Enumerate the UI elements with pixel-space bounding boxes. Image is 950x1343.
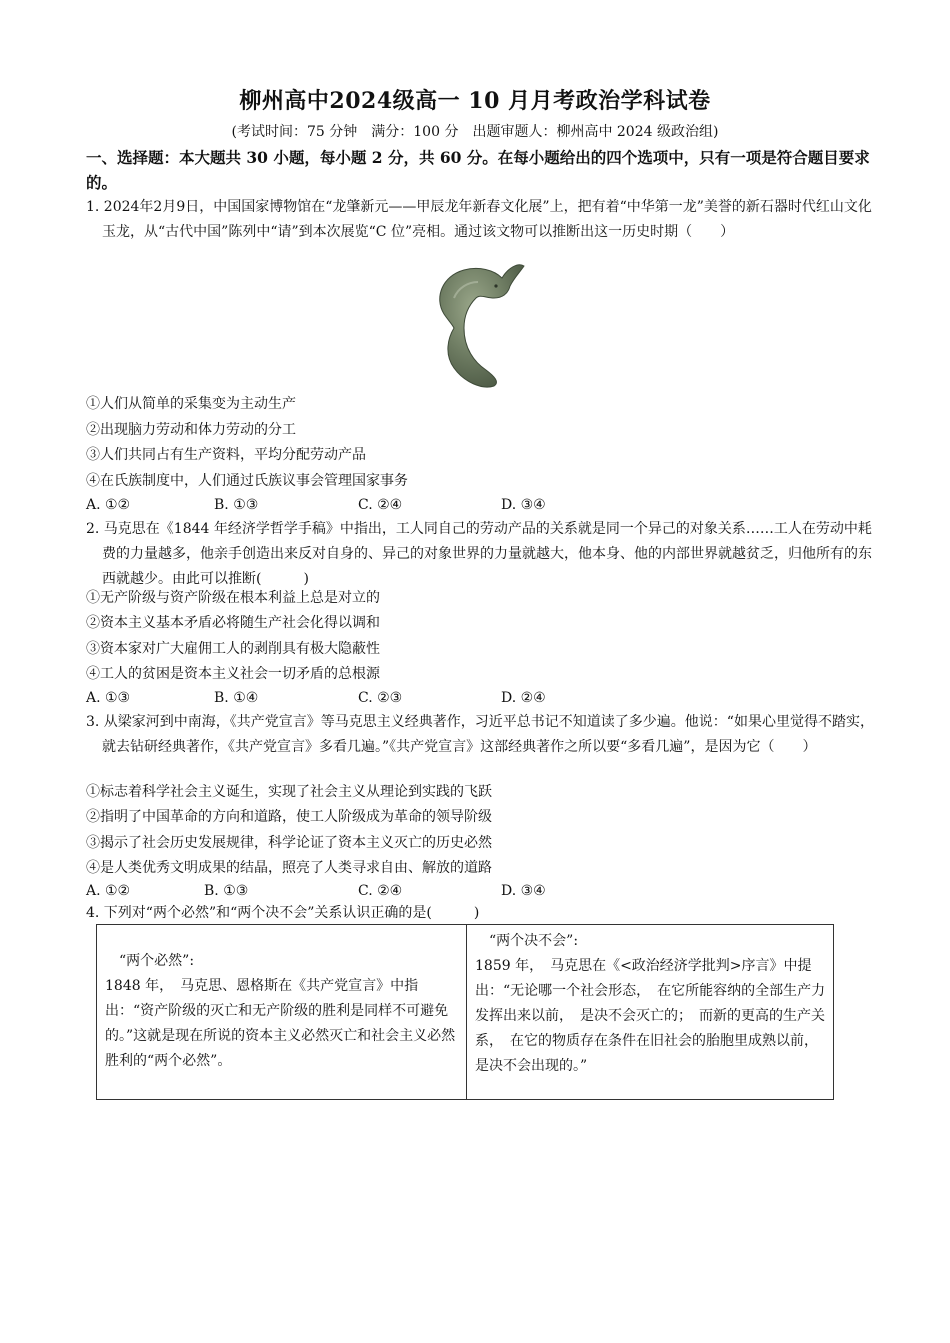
question-4-stem: 4. 下列对“两个必然”和“两个决不会”关系认识正确的是( ) <box>86 905 480 921</box>
question-2-option-4: ④工人的贫困是资本主义社会一切矛盾的总根源 <box>86 666 380 682</box>
question-2-choice-d[interactable]: D. ②④ <box>501 690 546 706</box>
table-cell-two-inevitables <box>105 949 461 1074</box>
question-3-choice-d[interactable]: D. ③④ <box>501 883 546 899</box>
two-never-body: 1859 年， 马克思在《<政治经济学批判>序言》中提出：“无论哪一个社会形态， 在它所能容纳的全部生产力发挥出来以前， 是决不会灭亡的； 而新的更高的生产关系， 在它的物质存在条件在旧社会的胎胞里成熟以前， 是决不会出现的。” <box>475 958 826 1074</box>
two-never-heading: “两个决不会”: <box>489 933 579 949</box>
question-3-option-3: ③揭示了社会历史发展规律，科学论证了资本主义灭亡的历史必然 <box>86 835 492 851</box>
question-2-option-3: ③资本家对广大雇佣工人的剥削具有极大隐蔽性 <box>86 641 380 657</box>
question-3-option-4: ④是人类优秀文明成果的结晶，照亮了人类寻求自由、解放的道路 <box>86 860 492 876</box>
question-1-option-3: ③人们共同占有生产资料，平均分配劳动产品 <box>86 447 366 463</box>
question-3-choice-a[interactable]: A. ①② <box>86 883 131 899</box>
section-heading: 一、选择题：本大题共 30 小题，每小题 2 分，共 60 分。在每小题给出的四个选项中，只有一项是符合题目要求的。 <box>86 148 870 192</box>
question-3-choices <box>86 883 866 903</box>
question-3-option-1: ①标志着科学社会主义诞生，实现了社会主义从理论到实践的飞跃 <box>86 784 492 800</box>
exam-subtitle: (考试时间：75 分钟 满分：100 分 出题审题人：柳州高中 2024 级政治组) <box>231 124 719 140</box>
question-1-stem: 1. 2024年2月9日，中国国家博物馆在“龙肇新元——甲辰龙年新春文化展”上，把有着“中华第一龙”美誉的新石器时代红山文化玉龙，从“古代中国”陈列中“请”到本次展览“C 位”亮相。通过该文物可以推断出这一历史时期（ ） <box>86 199 872 240</box>
question-2-choice-b[interactable]: B. ①④ <box>214 690 259 706</box>
question-3-stem: 3. 从梁家河到中南海，《共产党宣言》等马克思主义经典著作，习近平总书记不知道读了多少遍。他说：“如果心里觉得不踏实，就去钻研经典著作，《共产党宣言》多看几遍。”《共产党宣言》这部经典著作之所以要“多看几遍”，是因为它（ ） <box>86 714 874 755</box>
question-1-choice-b[interactable]: B. ①③ <box>214 497 259 513</box>
question-2-stem: 2. 马克思在《1844 年经济学哲学手稿》中指出，工人同自己的劳动产品的关系就是同一个异己的对象关系……工人在劳动中耗费的力量越多，他亲手创造出来反对自身的、异己的对象世界的力量就越大，他本身、他的内部世界就越贫乏，归他所有的东西就越少。由此可以推断( ) <box>86 521 872 587</box>
question-1-option-1: ①人们从简单的采集变为主动生产 <box>86 396 296 412</box>
table-divider <box>466 925 467 1099</box>
question-2-choices <box>86 690 866 710</box>
comparison-table <box>96 924 834 1100</box>
question-2-option-2: ②资本主义基本矛盾必将随生产社会化得以调和 <box>86 615 380 631</box>
question-1-choice-d[interactable]: D. ③④ <box>501 497 546 513</box>
question-2-choice-a[interactable]: A. ①③ <box>86 690 131 706</box>
question-3-choice-b[interactable]: B. ①③ <box>204 883 249 899</box>
two-inevitables-body: 1848 年， 马克思、恩格斯在《共产党宣言》中指出：“资产阶级的灭亡和无产阶级的胜利是同样不可避免的。”这就是现在所说的资本主义必然灭亡和社会主义必然胜利的“两个必然”。 <box>105 978 456 1069</box>
question-1-choices <box>86 497 866 517</box>
question-1-choice-a[interactable]: A. ①② <box>86 497 131 513</box>
table-cell-two-never <box>475 929 829 1079</box>
question-3-option-2: ②指明了中国革命的方向和道路，使工人阶级成为革命的领导阶级 <box>86 809 492 825</box>
two-inevitables-heading: “两个必然”: <box>119 953 195 969</box>
question-2-choice-c[interactable]: C. ②③ <box>358 690 403 706</box>
question-1-option-2: ②出现脑力劳动和体力劳动的分工 <box>86 422 296 438</box>
question-2-option-1: ①无产阶级与资产阶级在根本利益上总是对立的 <box>86 590 380 606</box>
question-1-option-4: ④在氏族制度中，人们通过氏族议事会管理国家事务 <box>86 473 408 489</box>
jade-dragon-image <box>424 258 526 390</box>
question-1-choice-c[interactable]: C. ②④ <box>358 497 403 513</box>
exam-title: 柳州高中2024级高一 10 月月考政治学科试卷 <box>239 88 711 114</box>
question-3-choice-c[interactable]: C. ②④ <box>358 883 403 899</box>
